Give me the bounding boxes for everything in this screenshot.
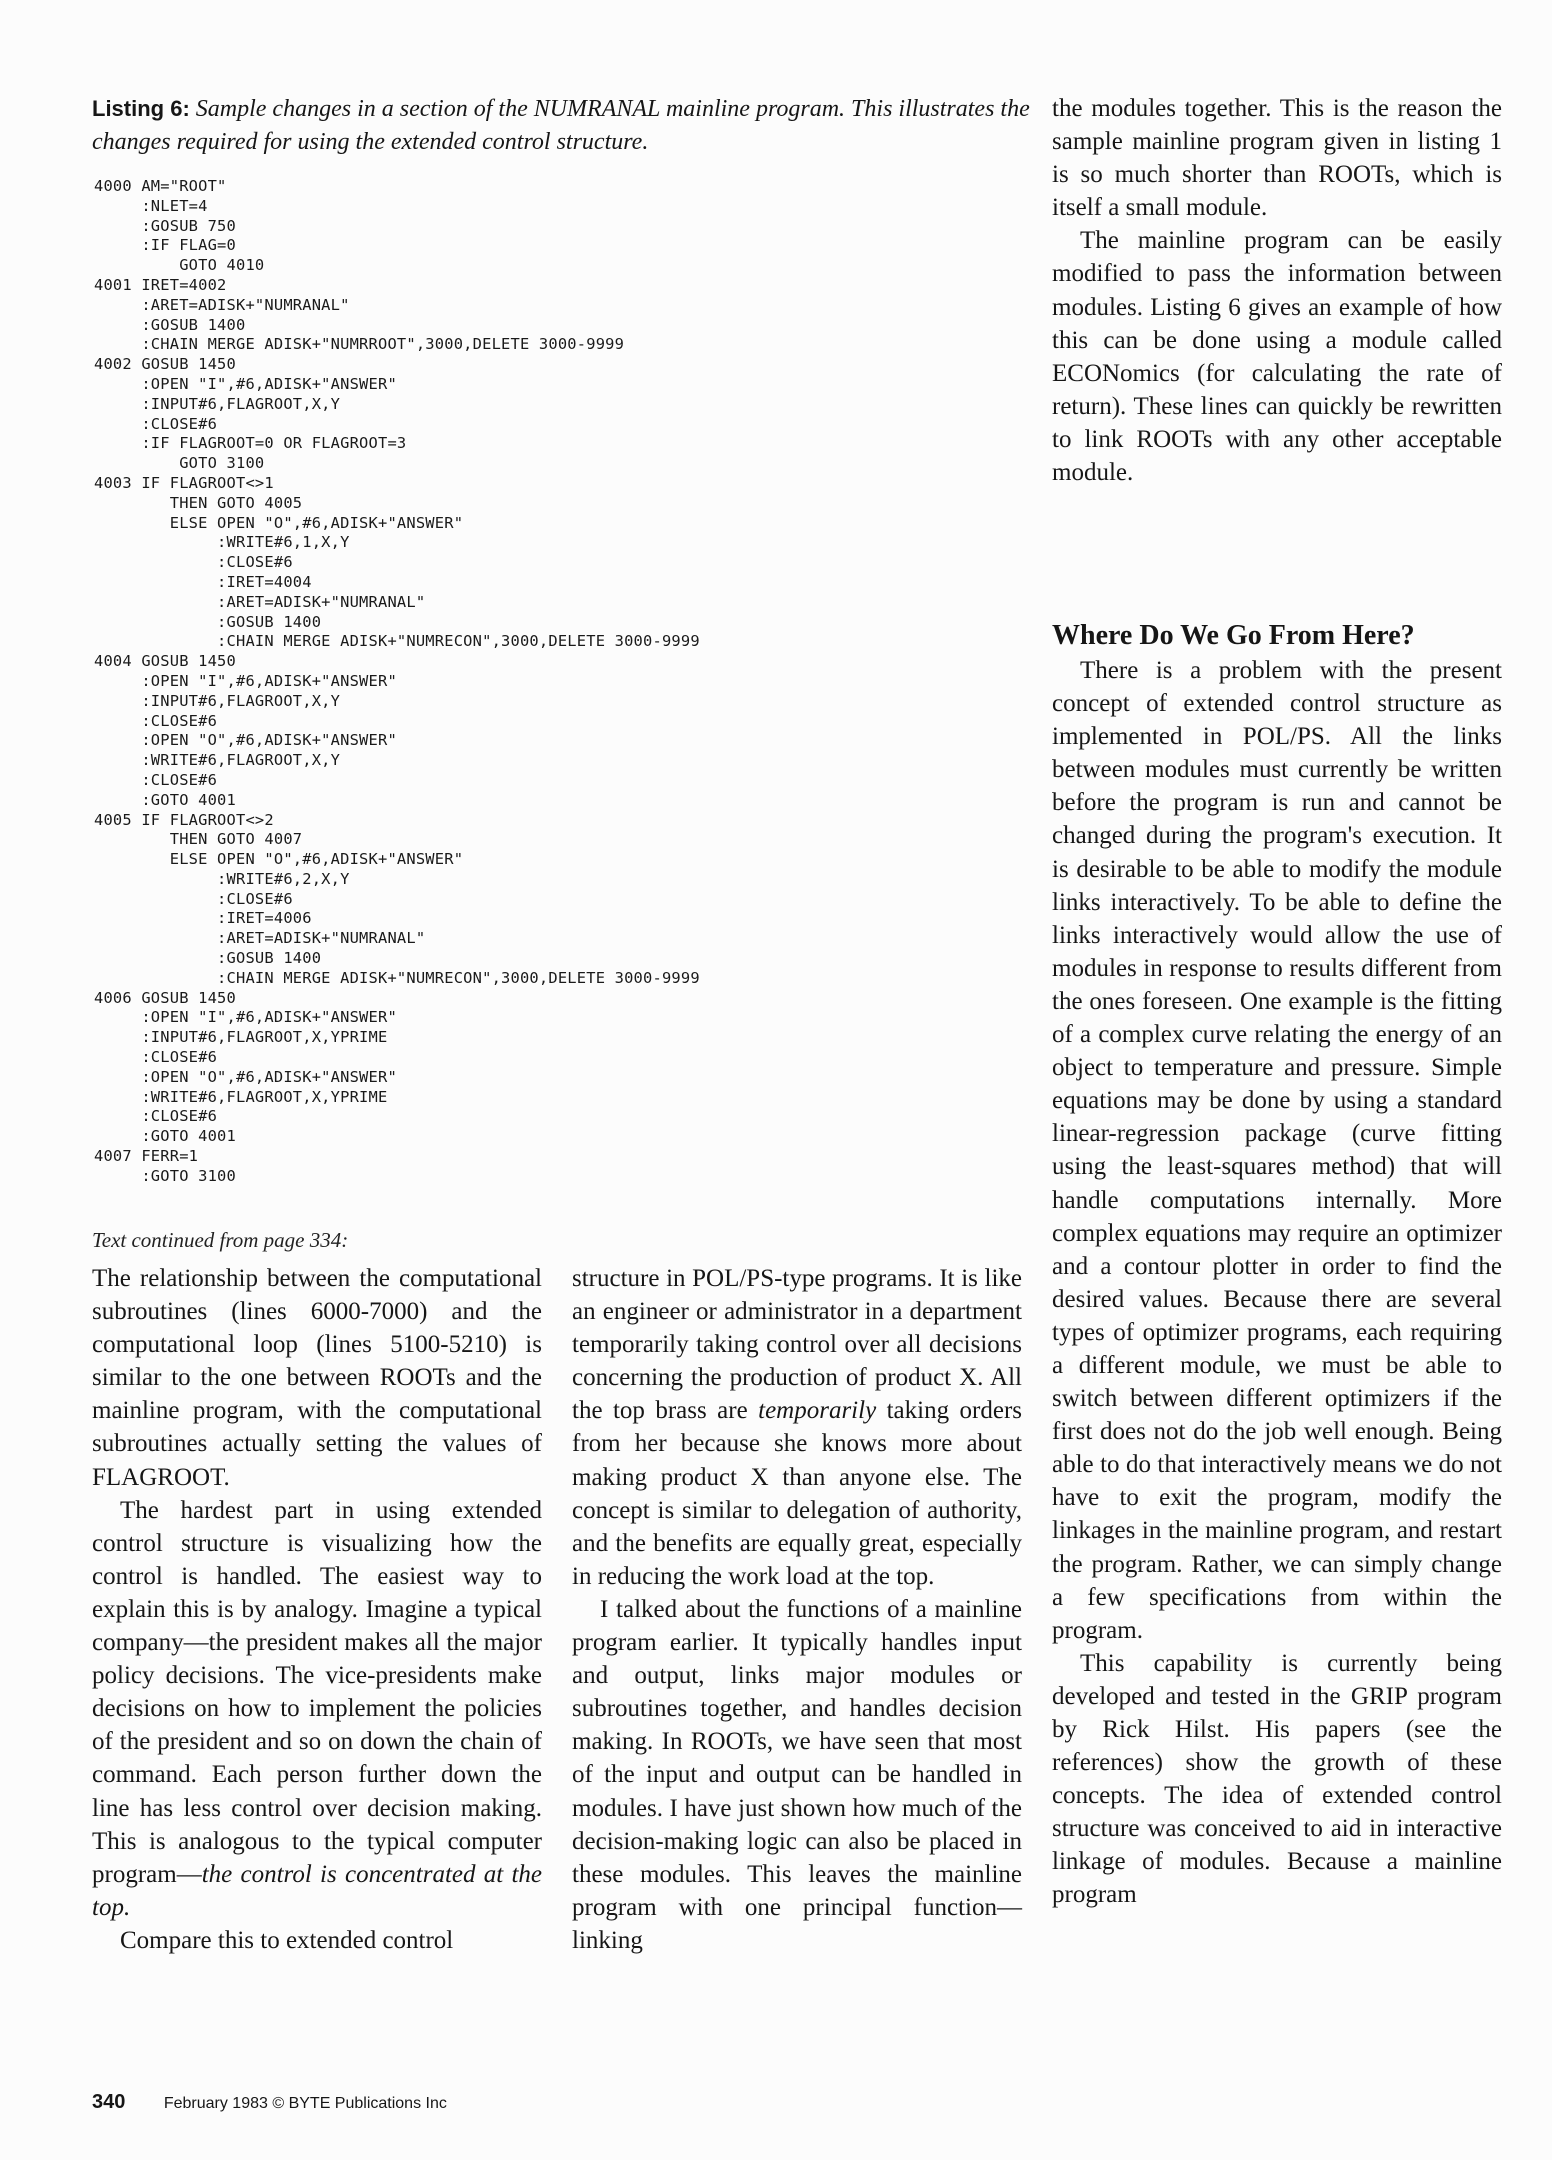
- page-number: 340: [92, 2091, 126, 2113]
- listing-caption-text: Sample changes in a section of the NUMRANAL mainline program. This illustrates the changes required for using the extended control structure.: [92, 96, 1030, 155]
- code-line: :CHAIN MERGE ADISK+"NUMRROOT",3000,DELETE 3000-9999: [94, 335, 625, 354]
- code-line: THEN GOTO 4005: [94, 493, 303, 512]
- code-line: GOTO 4010: [94, 256, 265, 275]
- code-line: :ARET=ADISK+"NUMRANAL": [94, 929, 426, 948]
- code-line: GOTO 3100: [94, 454, 265, 473]
- paragraph: [92, 1494, 542, 1924]
- code-line: :GOSUB 1400: [94, 949, 322, 968]
- code-line: :GOTO 4001: [94, 790, 236, 809]
- continued-note: Text continued from page 334:: [92, 1228, 349, 1252]
- code-line: ELSE OPEN "O",#6,ADISK+"ANSWER": [94, 850, 464, 869]
- code-line: :GOSUB 750: [94, 216, 236, 235]
- paragraph: the modules together. This is the reason the sample mainline program given in listing 1 is so much shorter than ROOTs, which is itself a small module.: [1052, 95, 1502, 222]
- code-line: :INPUT#6,FLAGROOT,X,Y: [94, 394, 341, 413]
- section-heading: Where Do We Go From Here?: [1052, 620, 1415, 651]
- code-line: :CLOSE#6: [94, 1107, 218, 1126]
- code-line: :IF FLAG=0: [94, 236, 236, 255]
- code-line: :WRITE#6,FLAGROOT,X,Y: [94, 751, 341, 770]
- code-line: THEN GOTO 4007: [94, 830, 303, 849]
- code-line: :IRET=4006: [94, 909, 312, 928]
- code-line: 4005 IF FLAGROOT<>2: [94, 810, 274, 829]
- code-line: :CLOSE#6: [94, 1048, 218, 1067]
- footer-text: February 1983 © BYTE Publications Inc: [163, 2095, 447, 2112]
- code-line: :NLET=4: [94, 196, 208, 215]
- code-line: :CLOSE#6: [94, 889, 293, 908]
- code-line: :CLOSE#6: [94, 711, 218, 730]
- code-line: :OPEN "I",#6,ADISK+"ANSWER": [94, 374, 397, 393]
- code-line: :CLOSE#6: [94, 414, 218, 433]
- code-line: :CLOSE#6: [94, 770, 218, 789]
- article-column-2: [572, 1262, 1022, 1957]
- code-line: :IF FLAGROOT=0 OR FLAGROOT=3: [94, 434, 407, 453]
- code-line: :OPEN "O",#6,ADISK+"ANSWER": [94, 731, 397, 750]
- emphasis-text: temporarily: [758, 1397, 877, 1425]
- code-line: :OPEN "I",#6,ADISK+"ANSWER": [94, 1008, 397, 1027]
- code-listing: [94, 177, 700, 1187]
- code-line: :GOTO 3100: [94, 1166, 236, 1185]
- paragraph: [572, 1262, 1022, 1593]
- code-line: 4003 IF FLAGROOT<>1: [94, 473, 274, 492]
- code-line: :OPEN "O",#6,ADISK+"ANSWER": [94, 1067, 397, 1086]
- paragraph-text: structure in POL/PS-type programs. It is like an engineer or administrator in a department temporarily taking control over all decisions concerning the production of product X. All the top brass are: [572, 1265, 1022, 1425]
- paragraph-text: taking orders from her because she knows more about making product X than anyone else. The concept is similar to delegation of authority, and the benefits are equally great, especially in reducing the work load at the top.: [572, 1397, 1022, 1590]
- article-column-1: [92, 1262, 542, 1957]
- article-column-3-top: [1052, 92, 1502, 489]
- paragraph-text: The hardest part in using extended control structure is visualizing how the control is handled. The easiest way to explain this is by analogy. Imagine a typical company—the president makes all the major policy decisions. The vice-presidents make decisions on how to implement the policies of the president and so on down the chain of command. Each person further down the line has less control over decision making. This is analogous to the typical computer program—: [92, 1496, 542, 1888]
- code-line: :ARET=ADISK+"NUMRANAL": [94, 592, 426, 611]
- code-line: :GOSUB 1400: [94, 315, 246, 334]
- code-line: 4007 FERR=1: [94, 1147, 199, 1166]
- code-line: :CLOSE#6: [94, 553, 293, 572]
- code-line: 4006 GOSUB 1450: [94, 988, 236, 1007]
- code-line: :INPUT#6,FLAGROOT,X,YPRIME: [94, 1028, 388, 1047]
- code-line: :GOSUB 1400: [94, 612, 322, 631]
- page-footer: [92, 2091, 447, 2114]
- code-line: :WRITE#6,2,X,Y: [94, 869, 350, 888]
- paragraph: This capability is currently being developed and tested in the GRIP program by Rick Hilst. His papers (see the references) show the growth of these concepts. The idea of extended control structure was conceived to aid in interactive linkage of modules. Because a mainline program: [1052, 1649, 1502, 1909]
- code-line: :IRET=4004: [94, 572, 312, 591]
- paragraph: The mainline program can be easily modified to pass the information between modules. Listing 6 gives an example of how this can be done using a module called ECONomics (for calculating the rate of return). These lines can quickly be rewritten to link ROOTs with any other acceptable module.: [1052, 227, 1502, 487]
- code-line: 4001 IRET=4002: [94, 275, 227, 294]
- code-line: :INPUT#6,FLAGROOT,X,Y: [94, 691, 341, 710]
- code-line: 4000 AM="ROOT": [94, 177, 227, 195]
- listing-caption: [92, 92, 1032, 159]
- code-line: :OPEN "I",#6,ADISK+"ANSWER": [94, 671, 397, 690]
- code-line: :CHAIN MERGE ADISK+"NUMRECON",3000,DELETE 3000-9999: [94, 632, 700, 651]
- listing-label: Listing 6:: [92, 96, 190, 121]
- code-line: :CHAIN MERGE ADISK+"NUMRECON",3000,DELETE 3000-9999: [94, 968, 700, 987]
- paragraph: Compare this to extended control: [120, 1926, 454, 1954]
- paragraph: I talked about the functions of a mainline program earlier. It typically handles input and output, links major modules or subroutines together, and handles decision making. In ROOTs, we have seen that most of the input and output can be handled in modules. I have just shown how much of the decision-making logic can also be placed in these modules. This leaves the mainline program with one principal function—linking: [572, 1595, 1022, 1954]
- code-line: :ARET=ADISK+"NUMRANAL": [94, 295, 350, 314]
- code-line: 4002 GOSUB 1450: [94, 355, 236, 374]
- paragraph: There is a problem with the present concept of extended control structure as implemented in POL/PS. All the links between modules must currently be written before the program is run and cannot be changed during the program's execution. It is desirable to be able to modify the module links interactively. To be able to define the links interactively would allow the use of modules in response to results different from the ones foreseen. One example is the fitting of a complex curve relating the energy of an object to temperature and pressure. Simple equations may be done by using a standard linear-regression package (curve fitting using the least-squares method) that will handle computations internally. More complex equations may require an optimizer and a contour plotter in order to find the desired values. Because there are several types of optimizer programs, each requiring a different module, we must be able to switch between different optimizers if the first does not do the job well enough. Being able to do that interactively means we do not have to exit the program, modify the linkages in the mainline program, and restart the program. Rather, we can simply change a few specifications from within the program.: [1052, 657, 1502, 1644]
- code-line: :GOTO 4001: [94, 1127, 236, 1146]
- paragraph: The relationship between the computational subroutines (lines 6000-7000) and the computational loop (lines 5100-5210) is similar to the one between ROOTs and the mainline program, with the computational subroutines actually setting the values of FLAGROOT.: [92, 1265, 542, 1491]
- article-column-3-bottom: [1052, 618, 1502, 1912]
- code-line: :WRITE#6,FLAGROOT,X,YPRIME: [94, 1087, 388, 1106]
- code-line: :WRITE#6,1,X,Y: [94, 533, 350, 552]
- code-line: 4004 GOSUB 1450: [94, 652, 236, 671]
- code-line: ELSE OPEN "O",#6,ADISK+"ANSWER": [94, 513, 464, 532]
- emphasis-text: the control is concentrated at the top.: [92, 1860, 542, 1921]
